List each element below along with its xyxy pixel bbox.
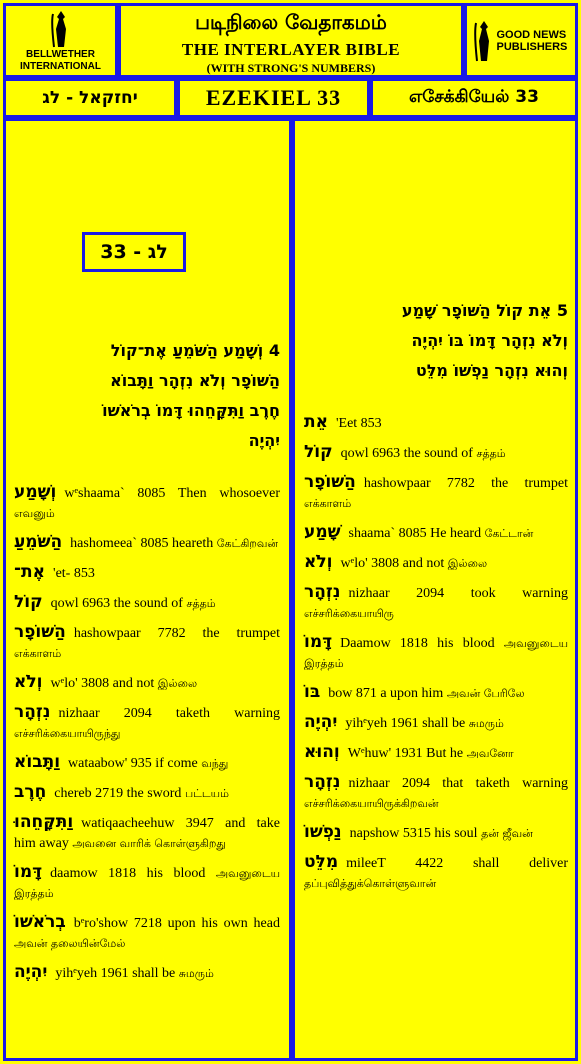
tamil-gloss: எச்சரிக்கையாயிருந்து <box>14 727 121 740</box>
word-entry <box>14 622 280 664</box>
left-content <box>14 118 280 992</box>
hebrew-word: וְלֹא <box>304 552 333 572</box>
gloss-text: chereb 2719 the sword <box>54 786 182 801</box>
tamil-book-label <box>370 78 578 118</box>
hebrew-word: מִלֵּט <box>304 852 339 872</box>
word-entry <box>304 822 568 844</box>
word-entry <box>304 632 568 674</box>
hebrew-word: וְלֹא <box>14 672 43 692</box>
good-news-logo <box>464 3 578 78</box>
verse-line: 4 וְשָׁמַע הַשֹּׁמֵעַ אֶת־קוֹל <box>110 341 280 360</box>
hebrew-word: דָּמוֹ <box>14 862 43 882</box>
gloss-text: nizhaar 2094 taketh warning <box>58 706 280 721</box>
word-entry <box>304 552 568 574</box>
verse-line: חֶרֶב וַתִּקָּחֵהוּ דָּמוֹ בְרֹאשׁוֹ <box>102 401 280 420</box>
gloss-text: hashomeea` 8085 heareth <box>70 536 214 551</box>
tamil-gloss: அவன் பேரிலே <box>446 687 525 700</box>
gloss-text: mileeT 4422 shall deliver <box>346 856 568 871</box>
gloss-text: watiqaacheehuw 3947 and take him away <box>14 816 280 851</box>
tamil-gloss: அவன் தலையின்மேல் <box>14 937 126 950</box>
tamil-gloss: எக்காளம் <box>14 647 62 660</box>
hebrew-word: וַתָּבוֹא <box>14 752 61 772</box>
word-entry <box>14 812 280 854</box>
gloss-text: qowl 6963 the sound of <box>50 596 183 611</box>
word-entry <box>14 532 280 554</box>
gloss-text: yihᵉyeh 1961 shall be <box>345 716 466 731</box>
hebrew-word: וְשָׁמַע <box>14 482 57 502</box>
gloss-text: hashowpaar 7782 the trumpet <box>73 626 280 641</box>
gloss-text: yihᵉyeh 1961 shall be <box>55 966 176 981</box>
hebrew-word: חֶרֶב <box>14 782 47 802</box>
verse-line: הַשּׁוֹפָר וְלֹא נִזְהָר וַתָּבוֹא <box>110 371 280 390</box>
word-entry <box>14 862 280 904</box>
right-content <box>304 118 568 902</box>
tamil-gloss: சத்தம் <box>476 447 506 460</box>
verse-4-hebrew <box>14 336 280 456</box>
word-entry <box>14 752 280 774</box>
gloss-text: napshow 5315 his soul <box>349 826 478 841</box>
gloss-text: qowl 6963 the sound of <box>340 446 473 461</box>
hebrew-word: שָׁמַע <box>304 522 341 542</box>
gloss-text: Wᵉhuw' 1931 But he <box>347 746 464 761</box>
english-book-text: EZEKIEL 33 <box>205 85 342 110</box>
word-entry <box>14 702 280 744</box>
word-entry <box>304 742 568 764</box>
hebrew-word: יִהְיֶה <box>14 962 48 982</box>
gloss-text: wᵉshaama` 8085 Then whosoever <box>64 486 280 501</box>
tamil-gloss: எவனும் <box>14 507 55 520</box>
left-word-list <box>14 482 280 984</box>
bellwether-logo-text: BELLWETHER INTERNATIONAL <box>20 48 101 72</box>
hebrew-word: נַפְשׁוֹ <box>304 822 342 842</box>
tamil-gloss: எச்சரிக்கையாயிரு <box>304 607 394 620</box>
title-english: THE INTERLAYER BIBLE <box>181 40 401 59</box>
gloss-text: daamow 1818 his blood <box>50 866 206 881</box>
gloss-text: wataabow' 935 if come <box>68 756 198 771</box>
tamil-gloss: கேட்கிறவன் <box>216 537 279 550</box>
hebrew-word: אֶת־ <box>14 562 46 582</box>
hebrew-word: הַשּׁוֹפָר <box>14 622 66 642</box>
tamil-gloss: அவனோ <box>466 747 514 760</box>
word-entry <box>304 442 568 464</box>
hebrew-word: קוֹל <box>304 442 333 462</box>
tamil-gloss: அவனுடைய இரத்தம் <box>304 637 569 670</box>
gloss-text: nizhaar 2094 took warning <box>348 586 568 601</box>
hebrew-word: הַשּׁוֹפָר <box>304 472 356 492</box>
hebrew-book-text: יחזקאל - לג <box>42 88 138 108</box>
verse-line: יִהְיֶה <box>248 431 280 450</box>
english-book-label <box>177 78 370 118</box>
bellwether-logo <box>3 3 118 78</box>
word-entry <box>304 852 568 894</box>
tamil-gloss: தன் ஜீவன் <box>481 827 533 840</box>
tamil-gloss: இல்லை <box>157 677 198 690</box>
word-entry <box>304 712 568 734</box>
gloss-text: 'et- 853 <box>53 566 95 581</box>
hebrew-word: הַשֹּׁמֵעַ <box>14 532 63 552</box>
hebrew-word: דָּמוֹ <box>304 632 333 652</box>
chapter-label: לג - 33 <box>100 241 168 263</box>
word-entry <box>14 592 280 614</box>
word-entry <box>304 522 568 544</box>
verse-line: וְהוּא נִזְהָר נַפְשׁוֹ מִלֵּט <box>415 361 568 380</box>
hebrew-word: נִזְהָר <box>304 582 341 602</box>
word-entry <box>14 782 280 804</box>
gloss-text: wᵉlo' 3808 and not <box>50 676 155 691</box>
word-entry <box>14 962 280 984</box>
tamil-gloss: கேட்டான் <box>484 527 534 540</box>
verse-line: 5 אֵת קוֹל הַשּׁוֹפָר שָׁמַע <box>401 301 568 320</box>
word-entry <box>14 912 280 954</box>
tamil-gloss: இல்லை <box>447 557 488 570</box>
tamil-gloss: அவனுடைய இரத்தம் <box>14 867 281 900</box>
tamil-gloss: தப்புவித்துக்கொள்ளுவான் <box>304 877 437 890</box>
gloss-text: nizhaar 2094 that taketh warning <box>348 776 568 791</box>
word-entry <box>14 562 280 584</box>
tamil-gloss: சுமரும் <box>178 967 214 980</box>
hebrew-word: אֵת <box>304 412 328 432</box>
word-entry <box>304 682 568 704</box>
tamil-gloss: சுமரும் <box>468 717 504 730</box>
gloss-text: Daamow 1818 his blood <box>340 636 495 651</box>
hebrew-word: קוֹל <box>14 592 43 612</box>
verse-line: וְלֹא נִזְהָר דָּמוֹ בּוֹ יִהְיֶה <box>411 331 568 350</box>
hebrew-word: בְרֹאשׁוֹ <box>14 912 66 932</box>
tamil-gloss: பட்டயம் <box>184 787 229 800</box>
word-entry <box>304 412 568 434</box>
tamil-book-text: எசேக்கியேல் 33 <box>409 87 539 107</box>
gloss-text: bᵉro'show 7218 upon his own head <box>73 916 280 931</box>
hebrew-book-label <box>3 78 177 118</box>
title-tamil: படிநிலை வேதாகமம் <box>195 10 387 34</box>
shepherd-icon <box>474 19 494 63</box>
gloss-text: hashowpaar 7782 the trumpet <box>363 476 568 491</box>
verse-5-hebrew <box>304 296 568 386</box>
shepherd-icon <box>50 9 72 49</box>
tamil-gloss: அவனை வாரிக் கொள்ளுகிறது <box>72 837 226 850</box>
good-news-logo-text: GOOD NEWS PUBLISHERS <box>496 28 568 53</box>
word-entry <box>14 482 280 524</box>
right-word-list <box>304 412 568 894</box>
gloss-text: wᵉlo' 3808 and not <box>340 556 445 571</box>
gloss-text: shaama` 8085 He heard <box>348 526 482 541</box>
hebrew-word: וַתִּקָּחֵהוּ <box>14 812 74 832</box>
tamil-gloss: சத்தம் <box>186 597 216 610</box>
gloss-text: bow 871 a upon him <box>328 686 444 701</box>
hebrew-word: יִהְיֶה <box>304 712 338 732</box>
word-entry <box>14 672 280 694</box>
word-entry <box>304 472 568 514</box>
subtitle: (WITH STRONG'S NUMBERS) <box>206 61 376 75</box>
tamil-gloss: வந்து <box>201 757 229 770</box>
word-entry <box>304 582 568 624</box>
tamil-gloss: எக்காளம் <box>304 497 352 510</box>
tamil-gloss: எச்சரிக்கையாயிருக்கிறவன் <box>304 797 439 810</box>
title-block <box>118 3 464 78</box>
gloss-text: 'Eet 853 <box>336 416 382 431</box>
hebrew-word: נִזְהָר <box>304 772 341 792</box>
word-entry <box>304 772 568 814</box>
hebrew-word: וְהוּא <box>304 742 340 762</box>
hebrew-word: בּוֹ <box>304 682 321 702</box>
hebrew-word: נִזְהָר <box>14 702 51 722</box>
